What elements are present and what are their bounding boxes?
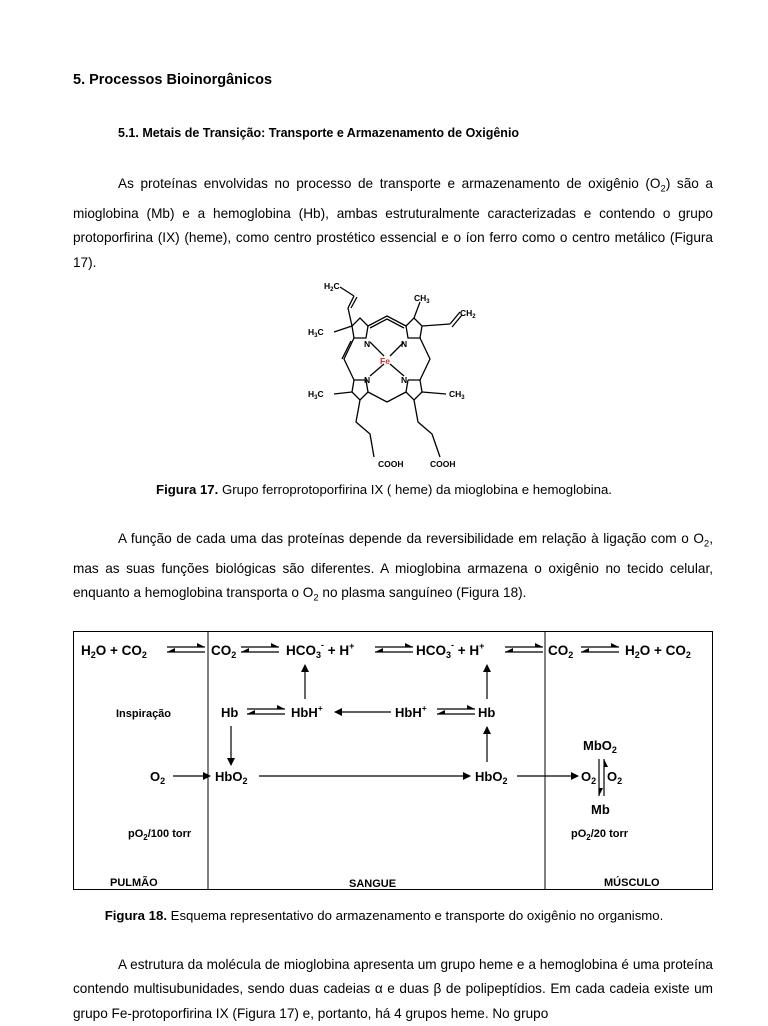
- svg-text:COOH: COOH: [378, 459, 404, 469]
- po2-pulmao-label: /100 torr: [147, 828, 192, 840]
- svg-text:CH2: $CH_2$: [460, 308, 476, 320]
- svg-text:O2: $O_2$: [150, 769, 166, 786]
- figure-17-caption-text: Grupo ferroprotoporfirina IX ( heme) da mioglobina e hemoglobina.: [218, 482, 612, 497]
- paragraph-intro-text-a: As proteínas envolvidas no processo de transporte e armazenamento de oxigênio (O: [118, 176, 661, 191]
- figure-18-caption: [0, 908, 768, 923]
- paragraph-function-text-c: no plasma sanguíneo (Figura 18).: [318, 585, 527, 601]
- svg-text:HCO3- + H+: $HCO_3^- + H^+$: [286, 640, 355, 660]
- svg-text:CO2: $CO_2$: [548, 643, 574, 660]
- figure-17-label: Figura 17.: [156, 482, 219, 497]
- po2-musculo-label: /20 torr: [590, 828, 629, 840]
- svg-text:HbH+: HbH+: [291, 703, 323, 720]
- paragraph-structure-text-b: e duas: [382, 981, 434, 997]
- svg-text:CO2: $CO_2$: [211, 643, 237, 660]
- paragraph-function-text-b: , mas as suas funções biológicas são diferentes. A mioglobina armazena o oxigênio no tecido celular, enquanto a hemoglobina transporta o O: [73, 531, 713, 601]
- paragraph-structure-text-c: de polipeptídios. Em cada cadeia existe um grupo Fe-protoporfirina IX (Figura 17) e, portanto, há 4 grupos heme. No grupo: [73, 981, 713, 1021]
- mb-label: Mb: [591, 802, 610, 817]
- paragraph-intro: [73, 172, 713, 275]
- svg-text:CH3: $CH_3$: [414, 293, 430, 305]
- pulmao-label: PULMÃO: [110, 877, 158, 889]
- svg-text:HbH+: HbH+: [395, 703, 427, 720]
- svg-text:O2: $O_2$: [607, 769, 623, 786]
- svg-text:COOH: COOH: [430, 459, 456, 469]
- subsection-title: 5.1. Metais de Transição: Transporte e Armazenamento de Oxigênio: [118, 126, 520, 140]
- svg-text:HCO3- + H+: $HCO_3^- + H^+$: [416, 640, 485, 660]
- svg-text:MbO2: MbO$_2$: [583, 738, 617, 755]
- alpha-symbol: α: [374, 981, 383, 997]
- figure-17-caption: [0, 482, 768, 497]
- subscript: 2: [703, 538, 710, 550]
- svg-text:HbO2: HbO$_2$: [475, 769, 508, 786]
- heme-structure-figure: [300, 272, 476, 472]
- inspiracao-label: Inspiração: [116, 708, 172, 720]
- paragraph-structure-text-a: A estrutura da molécula de mioglobina apresenta um grupo heme e a hemoglobina é uma proteína contendo multisubunidades, sendo duas cadeias: [73, 957, 713, 997]
- svg-text:Fe: Fe: [380, 356, 390, 366]
- svg-text:N: N: [401, 375, 408, 385]
- svg-text:H2O + CO2: $H_2O + CO_2$: [625, 643, 691, 660]
- hb-label-right: Hb: [478, 705, 496, 720]
- oxygen-transport-scheme: [73, 631, 713, 890]
- svg-text:N: N: [401, 339, 408, 349]
- svg-text:pO2/20 torr: $pO_2/20$ torr: [571, 828, 629, 842]
- svg-text:pO2/100 torr: $pO_2/100$ torr: [128, 828, 192, 842]
- svg-text:H2C: $H_2C$: [324, 281, 340, 293]
- subscript: 2: [660, 183, 666, 195]
- svg-text:N: N: [364, 375, 371, 385]
- section-title: 5. Processos Bioinorgânicos: [73, 72, 273, 88]
- svg-text:CH3: $CH_3$: [449, 389, 465, 401]
- svg-text:HbO2: HbO$_2$: [215, 769, 248, 786]
- sangue-label: SANGUE: [349, 878, 397, 890]
- paragraph-intro-text-b: ) são a mioglobina (Mb) e a hemoglobina (Hb), ambas estruturalmente caracterizadas e contendo o grupo protoporfirina (IX) (heme), como centro prostético essencial e o íon ferro como o centro metálico (Figura 17).: [73, 176, 713, 270]
- svg-text:N: N: [364, 339, 371, 349]
- beta-symbol: β: [433, 981, 442, 997]
- svg-text:O2: $O_2$: [581, 769, 597, 786]
- musculo-label: MÚSCULO: [604, 877, 660, 889]
- svg-text:H3C: $H_3C$: [308, 389, 324, 401]
- figure-18-caption-text: Esquema representativo do armazenamento e transporte do oxigênio no organismo.: [167, 908, 664, 923]
- figure-18-label: Figura 18.: [104, 908, 167, 923]
- paragraph-structure: [73, 953, 713, 1026]
- subscript: 2: [313, 593, 319, 605]
- hb-label: Hb: [221, 705, 239, 720]
- paragraph-function-text-a: A função de cada uma das proteínas depende da reversibilidade em relação à ligação com o O: [118, 531, 704, 546]
- paragraph-function: [73, 527, 713, 611]
- svg-text:H3C: $H_3C$: [308, 327, 324, 339]
- svg-text:H2O + CO2: $H_2O + CO_2$: [81, 643, 147, 660]
